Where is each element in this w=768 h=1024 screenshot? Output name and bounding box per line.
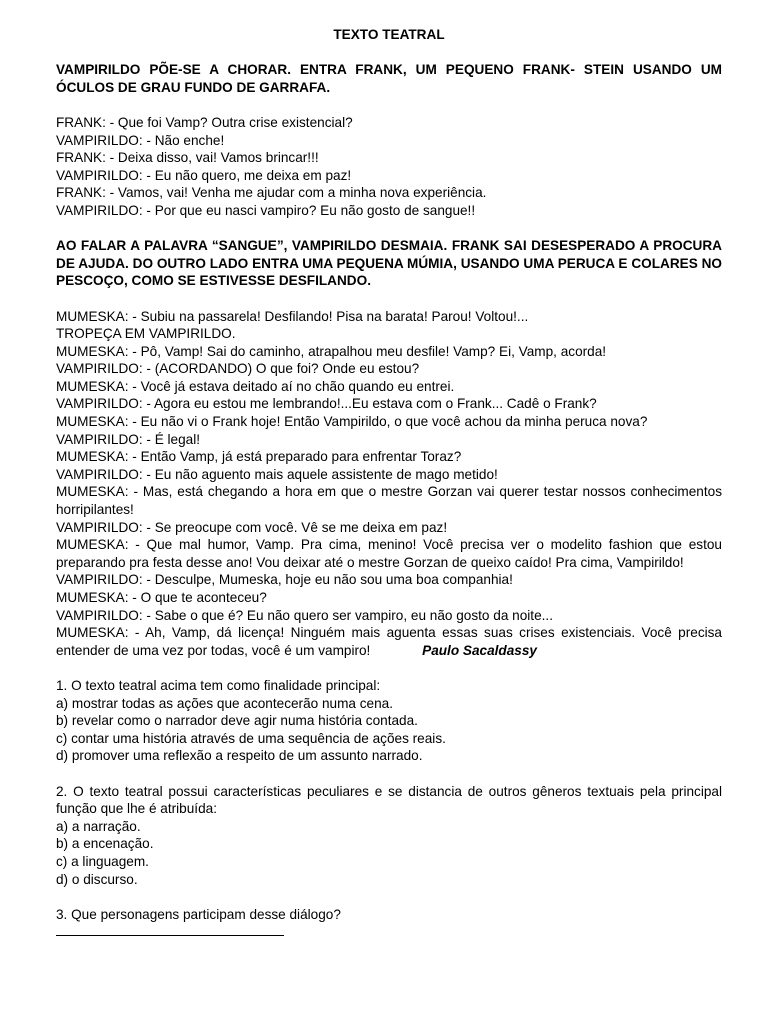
question-1-option-b: b) revelar como o narrador deve agir numa história contada. <box>56 713 418 729</box>
dialogue-line: VAMPIRILDO: - Agora eu estou me lembrando!...Eu estava com o Frank... Cadê o Frank? <box>56 396 597 412</box>
dialogue-line: FRANK: - Deixa disso, vai! Vamos brincar!!! <box>56 150 319 166</box>
dialogue-line: VAMPIRILDO: - Eu não quero, me deixa em paz! <box>56 167 352 183</box>
question-3-text: 3. Que personagens participam desse diálogo? <box>56 906 341 922</box>
dialogue-line: VAMPIRILDO: - Por que eu nasci vampiro? Eu não gosto de sangue!! <box>56 202 476 218</box>
question-3 <box>56 906 722 937</box>
dialogue-line: MUMESKA: - Que mal humor, Vamp. Pra cima, menino! Você precisa ver o modelito fashion que estou preparando pra festa desse ano! Vou deixar até o mestre Gorzan de queixo caído! Pra cima, Vampirildo! <box>56 537 722 570</box>
dialogue-final-text: MUMESKA: - Ah, Vamp, dá licença! Ninguém mais aguenta essas suas crises existenciais. Você precisa entender de uma vez por todas, você é um vampiro! <box>56 625 722 658</box>
author-signature: Paulo Sacaldassy <box>422 642 537 658</box>
question-1-option-c: c) contar uma história através de uma sequência de ações reais. <box>56 730 446 746</box>
dialogue-line: MUMESKA: - Subiu na passarela! Desfilando! Pisa na barata! Parou! Voltou!... <box>56 308 529 324</box>
dialogue-line: MUMESKA: - Eu não vi o Frank hoje! Então Vampirildo, o que você achou da minha peruca nova? <box>56 414 648 430</box>
dialogue-line-final <box>56 624 722 659</box>
question-2 <box>56 783 722 889</box>
dialogue-block-2 <box>56 308 722 660</box>
dialogue-line: VAMPIRILDO: - Se preocupe com você. Vê se me deixa em paz! <box>56 519 448 535</box>
stage-direction-2: AO FALAR A PALAVRA “SANGUE”, VAMPIRILDO DESMAIA. FRANK SAI DESESPERADO A PROCURA DE AJUDA. DO OUTRO LADO ENTRA UMA PEQUENA MÚMIA, USANDO UMA PERUCA E COLARES NO PESCOÇO, COMO SE ESTIVESSE DESFILANDO. <box>56 238 722 289</box>
dialogue-line: VAMPIRILDO: - Eu não aguento mais aquele assistente de mago metido! <box>56 466 498 482</box>
dialogue-line: MUMESKA: - Mas, está chegando a hora em que o mestre Gorzan vai querer testar nossos conhecimentos horripilantes! <box>56 484 722 518</box>
dialogue-line: VAMPIRILDO: - (ACORDANDO) O que foi? Onde eu estou? <box>56 361 420 377</box>
question-2-option-a: a) a narração. <box>56 818 141 834</box>
question-1-option-a: a) mostrar todas as ações que acontecerão numa cena. <box>56 695 394 711</box>
dialogue-line: VAMPIRILDO: - É legal! <box>56 431 201 447</box>
document-title: TEXTO TEATRAL <box>333 27 445 42</box>
dialogue-block-1 <box>56 114 722 220</box>
question-1 <box>56 677 722 765</box>
dialogue-line: VAMPIRILDO: - Desculpe, Mumeska, hoje eu não sou uma boa companhia! <box>56 572 513 588</box>
dialogue-line: FRANK: - Vamos, vai! Venha me ajudar com a minha nova experiência. <box>56 185 487 201</box>
dialogue-line: MUMESKA: - Pô, Vamp! Sai do caminho, atrapalhou meu desfile! Vamp? Ei, Vamp, acorda! <box>56 343 607 359</box>
question-1-text: 1. O texto teatral acima tem como finalidade principal: <box>56 677 381 693</box>
question-2-option-c: c) a linguagem. <box>56 853 149 869</box>
question-2-text: 2. O texto teatral possui características peculiares e se distancia de outros gêneros textuais pela principal função que lhe é atribuída: <box>56 783 722 817</box>
document-page <box>56 26 722 936</box>
dialogue-line: TROPEÇA EM VAMPIRILDO. <box>56 326 236 342</box>
dialogue-line: MUMESKA: - O que te aconteceu? <box>56 590 267 605</box>
dialogue-line: MUMESKA: - Você já estava deitado aí no chão quando eu entrei. <box>56 378 455 394</box>
dialogue-line: VAMPIRILDO: - Sabe o que é? Eu não quero ser vampiro, eu não gosto da noite... <box>56 607 553 623</box>
question-2-option-d: d) o discurso. <box>56 871 138 887</box>
dialogue-line: MUMESKA: - Então Vamp, já está preparado para enfrentar Toraz? <box>56 449 462 465</box>
answer-line <box>56 923 284 936</box>
question-2-option-b: b) a encenação. <box>56 836 154 852</box>
stage-direction-1: VAMPIRILDO PÕE-SE A CHORAR. ENTRA FRANK, UM PEQUENO FRANK- STEIN USANDO UM ÓCULOS DE GRAU FUNDO DE GARRAFA. <box>56 62 722 95</box>
dialogue-line: VAMPIRILDO: - Não enche! <box>56 132 225 148</box>
question-1-option-d: d) promover uma reflexão a respeito de um assunto narrado. <box>56 748 423 764</box>
dialogue-line: FRANK: - Que foi Vamp? Outra crise existencial? <box>56 114 353 130</box>
